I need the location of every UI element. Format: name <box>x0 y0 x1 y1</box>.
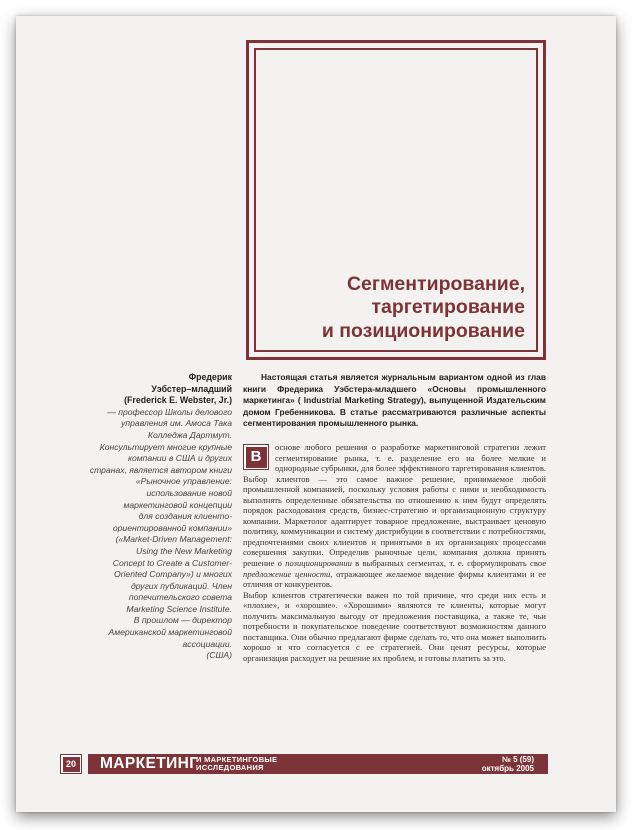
body-text: , отражающее желаемое видение фирмы клиентами и ее отличия от конкурентов. <box>243 568 546 590</box>
bio-line: (США) <box>206 650 232 661</box>
author-name-line: (Frederick E. Webster, Jr.) <box>124 395 232 406</box>
body-text: в выбранных сегментах, т. е. сформулировать свое <box>351 558 546 569</box>
magazine-logo: МАРКЕТИНГ <box>100 755 199 772</box>
issue-number: № 5 (59) <box>501 755 534 764</box>
title-line: таргетирование <box>371 296 525 318</box>
bio-line: ассоциации. <box>182 638 232 649</box>
emphasis-text: позиционировании <box>285 558 352 569</box>
bio-line: маркетинговой концепции <box>123 499 232 510</box>
page-number: 20 <box>63 757 80 772</box>
bio-line: Oriented Company») и многих <box>113 569 232 580</box>
bio-line: Concept to Create a Customer- <box>112 557 232 568</box>
author-name-line: Уэбстер–младший <box>151 383 232 394</box>
magazine-page <box>16 16 616 812</box>
bio-line: Колледжа Дартмут. <box>147 429 232 440</box>
bio-line: Marketing Science Institute. <box>126 603 232 614</box>
bio-line: странах, является автором книги <box>89 464 232 475</box>
author-bio <box>86 407 232 662</box>
body-text: основе любого решения о разработке маркетинговой стратегии лежит сегментирование рынка, т. е. разделение его на более мелкие и однородные субрынки, для более эффективного таргетирования клиентов. Выбор клиентов — это самое важное решение, принимаемое любой промышленной компанией, поскольку условия работы с ними и необходимость выполнять определенные обязательства по отношению к ним будут определять порядок расходования средств, бизнес-стратегию и организационную структуру компании. Маркетолог адаптирует товарное предложение, выстраивает ценовую политику, коммуникации и систему дистрибуции в соответствии с потребностями, предпочтениями своих клиентов и принятыми в их организациях процессами совершения закупки. Определив рыночные цели, компания должна принять решение о <box>243 442 546 569</box>
title-frame <box>246 40 546 360</box>
title-line: и позиционирование <box>321 319 525 342</box>
logo-subtitle-line: ИССЛЕДОВАНИЯ <box>196 763 264 772</box>
bio-line: попечительского совета <box>128 592 232 603</box>
bio-line: — профессор Школы делового <box>107 406 232 417</box>
author-sidebar <box>86 372 232 662</box>
bio-line: В прошлом — директор <box>133 615 232 626</box>
issue-info <box>482 756 534 773</box>
logo-subtitle-line: И МАРКЕТИНГОВЫЕ <box>196 755 278 764</box>
bio-line: для создания клиенто- <box>138 511 232 522</box>
drop-cap <box>243 444 269 470</box>
body-paragraph: Выбор клиентов стратегически важен по той причине, что среди них есть и «плохие», и «хорошие». «Хорошими» являются те клиенты, которые могут получить максимальную выгоду от предложения поставщика, а также те, чьи потребности и покупательское поведение соответствуют возможностям данного поставщика. Они обычно предлагают фирме сделать то, что она может выполнить хорошо и что согласуется с ее стратегией. Они ценят ресурсы, которые организация расходует на решение их проблем, и готовы платить за это. <box>243 589 546 663</box>
lead-text: Настоящая статья является журнальным вариантом одной из глав книги Фредерика Уэбстера-младшего «Основы промышленного маркетинга» ( Industrial Marketing Strategy), выпущенной Издательским домом Гребенникова. В статье рассматриваются различные аспекты сегментирования промышленного рынка. <box>243 372 546 428</box>
article-lead <box>243 372 546 430</box>
magazine-logo-subtitle <box>196 756 277 772</box>
bio-line: управления им. Амоса Така <box>121 418 232 429</box>
bio-line: других публикаций. Член <box>131 580 232 591</box>
page-number-box <box>60 754 82 774</box>
article-body <box>243 442 546 663</box>
bio-line: компании в США и других <box>127 453 232 464</box>
emphasis-text: предложение ценности <box>243 568 331 579</box>
bio-line: («Market-Driven Management: <box>115 534 232 545</box>
bio-line: Американской маркетинговой <box>108 627 232 638</box>
bio-line: «Рыночное управление: <box>135 476 232 487</box>
body-paragraph <box>243 442 546 590</box>
bio-line: ориентированной компании» <box>112 522 232 533</box>
article-title <box>322 273 525 344</box>
bio-line: Консультирует многие крупные <box>99 441 232 452</box>
author-name <box>86 372 232 407</box>
drop-cap-letter: В <box>246 447 267 468</box>
bio-line: Using the New Marketing <box>135 545 232 556</box>
author-name-line: Фредерик <box>188 372 232 382</box>
issue-date: октябрь 2005 <box>481 763 534 773</box>
title-line: Сегментирование, <box>346 272 525 295</box>
bio-line: использование новой <box>146 487 232 498</box>
footer-bar <box>88 754 548 774</box>
